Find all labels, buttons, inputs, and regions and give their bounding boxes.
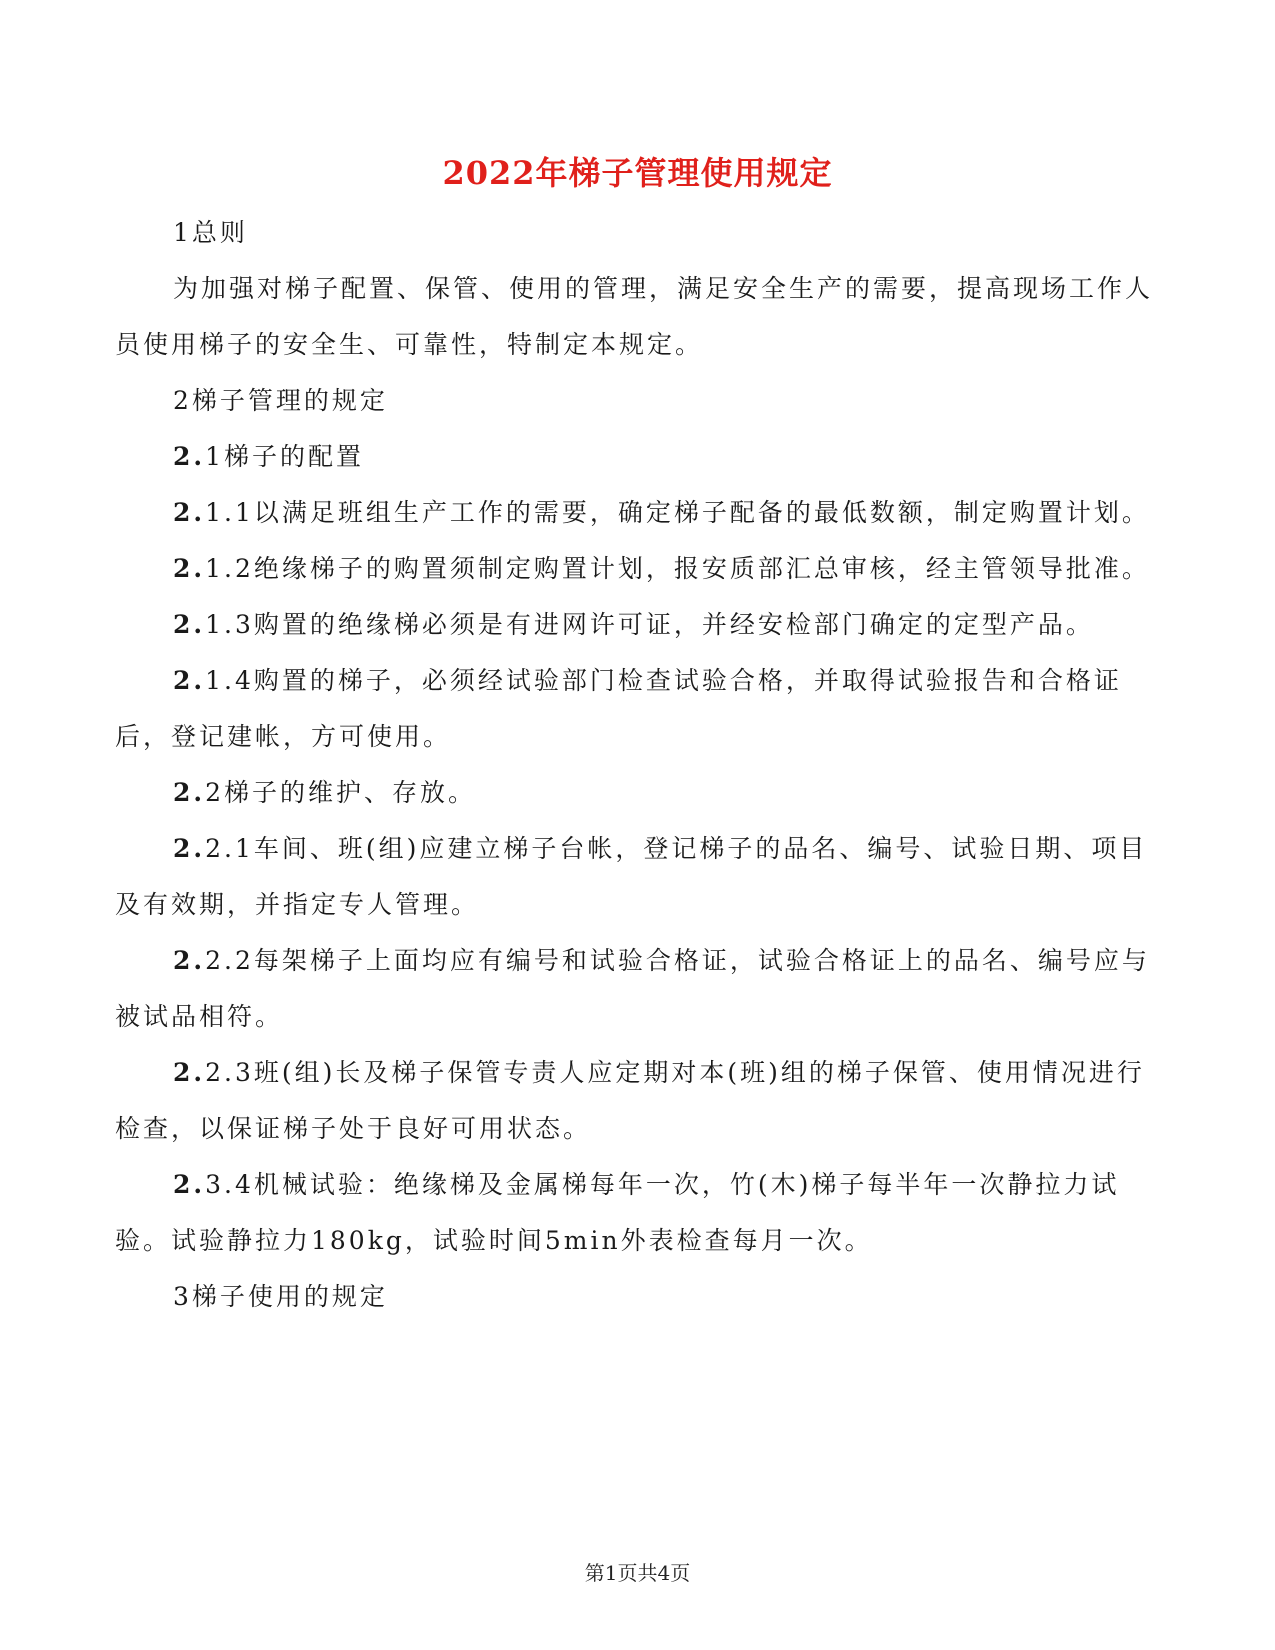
document-body — [115, 205, 1155, 1325]
paragraph-text: 1总则 — [173, 218, 248, 247]
paragraph-text: 3梯子使用的规定 — [173, 1282, 388, 1311]
page-footer: 第1页共4页 — [584, 1561, 691, 1585]
section-number: 2. — [173, 666, 206, 695]
paragraph — [115, 1269, 1155, 1325]
section-number: 2. — [173, 778, 206, 807]
paragraph — [115, 205, 1155, 261]
paragraph-text: 1.3购置的绝缘梯必须是有进网许可证，并经安检部门确定的定型产品。 — [205, 610, 1094, 639]
paragraph — [115, 821, 1155, 933]
paragraph-text: 2.3班(组)长及梯子保管专责人应定期对本(班)组的梯子保管、使用情况进行检查，以保证梯子处于良好可用状态。 — [115, 1058, 1145, 1143]
paragraph-text: 2梯子的维护、存放。 — [205, 778, 477, 807]
section-number: 2. — [173, 498, 206, 527]
paragraph-text: 2梯子管理的规定 — [173, 386, 388, 415]
paragraph — [115, 765, 1155, 821]
section-number: 2. — [173, 834, 206, 863]
paragraph — [115, 653, 1155, 765]
paragraph — [115, 373, 1155, 429]
paragraph — [115, 261, 1155, 373]
paragraph-text: 1.4购置的梯子，必须经试验部门检查试验合格，并取得试验报告和合格证后，登记建帐，方可使用。 — [115, 666, 1122, 751]
section-number: 2. — [173, 610, 206, 639]
paragraph-text: 1梯子的配置 — [205, 442, 365, 471]
paragraph-text: 1.1以满足班组生产工作的需要，确定梯子配备的最低数额，制定购置计划。 — [205, 498, 1150, 527]
paragraph — [115, 597, 1155, 653]
section-number: 2. — [173, 1170, 206, 1199]
paragraph-text: 2.1车间、班(组)应建立梯子台帐，登记梯子的品名、编号、试验日期、项目及有效期，并指定专人管理。 — [115, 834, 1148, 919]
paragraph — [115, 933, 1155, 1045]
paragraph-text: 2.2每架梯子上面均应有编号和试验合格证，试验合格证上的品名、编号应与被试品相符。 — [115, 946, 1150, 1031]
paragraph-text: 1.2绝缘梯子的购置须制定购置计划，报安质部汇总审核，经主管领导批准。 — [205, 554, 1150, 583]
page-title: 2022年梯子管理使用规定 — [442, 154, 833, 192]
section-number: 2. — [173, 946, 206, 975]
paragraph — [115, 429, 1155, 485]
paragraph — [115, 485, 1155, 541]
paragraph — [115, 1157, 1155, 1269]
section-number: 2. — [173, 1058, 206, 1087]
section-number: 2. — [173, 442, 206, 471]
paragraph-text: 为加强对梯子配置、保管、使用的管理，满足安全生产的需要，提高现场工作人员使用梯子的安全生、可靠性，特制定本规定。 — [115, 274, 1154, 359]
paragraph — [115, 541, 1155, 597]
section-number: 2. — [173, 554, 206, 583]
paragraph-text: 3.4机械试验：绝缘梯及金属梯每年一次，竹(木)梯子每半年一次静拉力试验。试验静拉力180kg，试验时间5min外表检查每月一次。 — [115, 1170, 1120, 1255]
paragraph — [115, 1045, 1155, 1157]
